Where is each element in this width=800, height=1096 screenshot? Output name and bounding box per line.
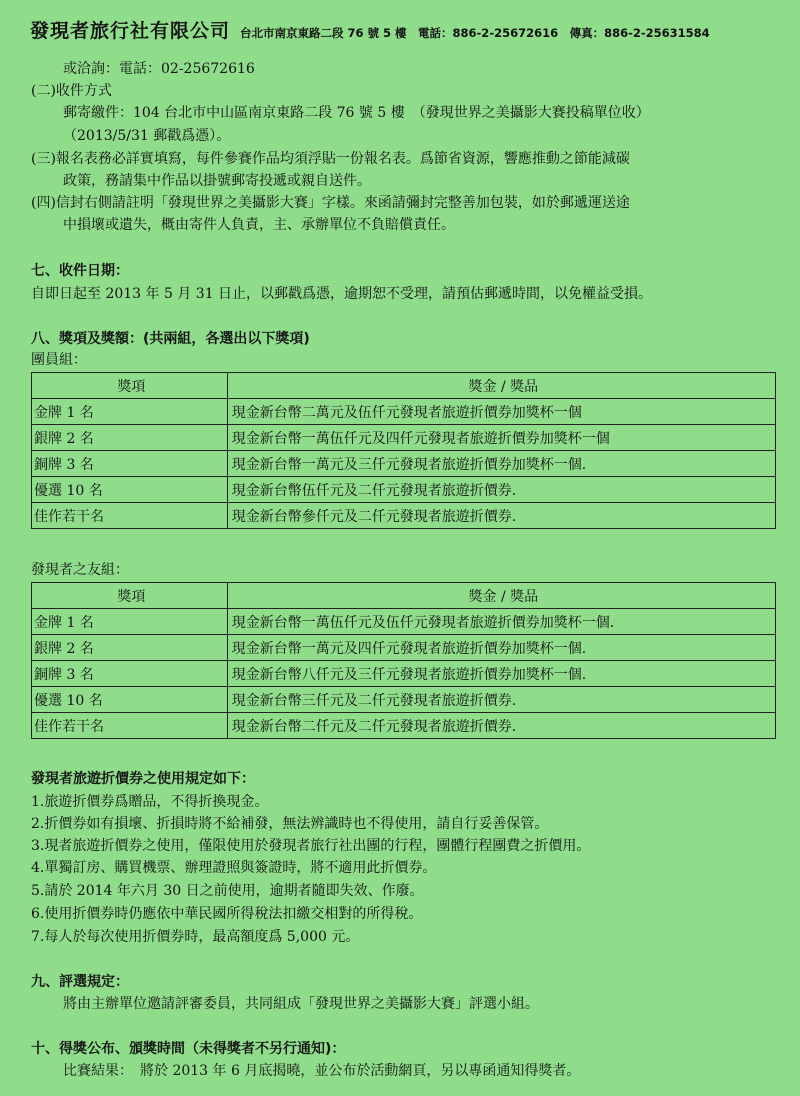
- table-row: [32, 713, 776, 739]
- prize-cell: 現金新台幣伍仟元及二仟元發現者旅遊折價券.: [227, 477, 775, 503]
- section-7-text: 自即日起至 2013 年 5 月 31 日止，以郵戳爲憑，逾期恕不受理，請預估郵遞時間，以免權益受損。: [31, 286, 653, 302]
- table-row: [32, 661, 776, 687]
- item-3-line-1: (三)報名表務必詳實填寫，每件參賽作品均須浮貼一份報名表。爲節省資源，響應推動之節能減碳: [31, 151, 630, 167]
- voucher-rule: 3.現者旅遊折價券之使用，僅限使用於發現者旅行社出團的行程，團體行程團費之折價用。: [31, 838, 591, 854]
- table-row: [32, 503, 776, 529]
- prize-cell: 現金新台幣一萬元及三仟元發現者旅遊折價券加獎杯一個.: [227, 451, 775, 477]
- prize-table-members: [31, 372, 776, 529]
- prize-cell: 現金新台幣參仟元及二仟元發現者旅遊折價券.: [227, 503, 775, 529]
- mailing-address: 郵寄繳件：104 台北市中山區南京東路二段 76 號 5 樓 （發現世界之美攝影大賽投稿單位收）: [63, 105, 650, 121]
- column-header-prize: 獎金 / 獎品: [227, 373, 775, 399]
- company-name: 發現者旅行社有限公司: [30, 20, 231, 42]
- table-row: [32, 609, 776, 635]
- table-header-row: [32, 583, 776, 609]
- prize-cell: 現金新台幣一萬伍仟元及伍仟元發現者旅遊折價券加獎杯一個.: [227, 609, 775, 635]
- column-header-prize: 獎金 / 獎品: [227, 583, 775, 609]
- section-7-title: 七、收件日期：: [31, 263, 129, 279]
- voucher-rule: 7.每人於每次使用折價券時，最高額度爲 5,000 元。: [31, 929, 360, 945]
- inquiry-phone: 或洽詢：電話：02-25672616: [63, 61, 255, 77]
- table-row: [32, 687, 776, 713]
- postmark-note: （2013/5/31 郵戳爲憑）。: [63, 128, 231, 144]
- table-row: [32, 399, 776, 425]
- award-cell: 銀牌 2 名: [32, 425, 228, 451]
- table-row: [32, 477, 776, 503]
- table-row: [32, 425, 776, 451]
- item-4-line-2: 中損壞或遺失，概由寄件人負責，主、承辦單位不負賠償責任。: [63, 217, 455, 233]
- award-cell: 銀牌 2 名: [32, 635, 228, 661]
- prize-cell: 現金新台幣二萬元及伍仟元發現者旅遊折價券加獎杯一個: [227, 399, 775, 425]
- section-10-title: 十、得獎公布、頒獎時間（未得獎者不另行通知)：: [31, 1041, 346, 1057]
- award-cell: 銅牌 3 名: [32, 451, 228, 477]
- section-9-title: 九、評選規定：: [31, 974, 129, 990]
- voucher-rules-title: 發現者旅遊折價券之使用規定如下：: [31, 771, 255, 787]
- prize-cell: 現金新台幣二仟元及二仟元發現者旅遊折價券.: [227, 713, 775, 739]
- table-row: [32, 451, 776, 477]
- column-header-award: 獎項: [32, 583, 228, 609]
- section-10-text: 比賽結果： 將於 2013 年 6 月底揭曉，並公布於活動網頁，另以專函通知得獎者。: [63, 1063, 581, 1079]
- group-1-label: 團員組：: [31, 352, 87, 368]
- column-header-award: 獎項: [32, 373, 228, 399]
- voucher-rule: 4.單獨訂房、購買機票、辦理證照與簽證時，將不適用此折價券。: [31, 860, 437, 876]
- item-3-line-2: 政策，務請集中作品以掛號郵寄投遞或親自送件。: [63, 173, 371, 189]
- award-cell: 銅牌 3 名: [32, 661, 228, 687]
- section-9-text: 將由主辦單位邀請評審委員，共同組成「發現世界之美攝影大賽」評選小組。: [63, 996, 539, 1012]
- award-cell: 金牌 1 名: [32, 399, 228, 425]
- prize-cell: 現金新台幣八仟元及三仟元發現者旅遊折價券加獎杯一個.: [227, 661, 775, 687]
- group-2-label: 發現者之友組：: [31, 562, 129, 578]
- table-header-row: [32, 373, 776, 399]
- voucher-rule: 5.請於 2014 年六月 30 日之前使用，逾期者隨即失效、作廢。: [31, 883, 424, 899]
- award-cell: 優選 10 名: [32, 477, 228, 503]
- prize-cell: 現金新台幣三仟元及二仟元發現者旅遊折價券.: [227, 687, 775, 713]
- company-contact: 台北市南京東路二段 76 號 5 樓 電話：886-2-25672616 傳真：886-2-25631584: [240, 26, 710, 40]
- section-8-title: 八、獎項及獎額：(共兩組，各選出以下獎項): [31, 331, 310, 347]
- table-row: [32, 635, 776, 661]
- voucher-rule: 2.折價券如有損壞、折損時將不給補發，無法辨識時也不得使用，請自行妥善保管。: [31, 816, 549, 832]
- voucher-rule: 1.旅遊折價券爲贈品，不得折換現金。: [31, 794, 269, 810]
- prize-cell: 現金新台幣一萬元及四仟元發現者旅遊折價券加獎杯一個.: [227, 635, 775, 661]
- item-2-heading: (二)收件方式: [31, 83, 112, 99]
- item-4-line-1: (四)信封右側請註明「發現世界之美攝影大賽」字樣。來函請彌封完整善加包裝，如於郵遞運送途: [31, 195, 630, 211]
- voucher-rule: 6.使用折價券時仍應依中華民國所得稅法扣繳交相對的所得稅。: [31, 906, 423, 922]
- award-cell: 優選 10 名: [32, 687, 228, 713]
- award-cell: 佳作若干名: [32, 713, 228, 739]
- award-cell: 佳作若干名: [32, 503, 228, 529]
- prize-table-friends: [31, 582, 776, 739]
- award-cell: 金牌 1 名: [32, 609, 228, 635]
- prize-cell: 現金新台幣一萬伍仟元及四仟元發現者旅遊折價券加獎杯一個: [227, 425, 775, 451]
- letterhead: [30, 16, 710, 43]
